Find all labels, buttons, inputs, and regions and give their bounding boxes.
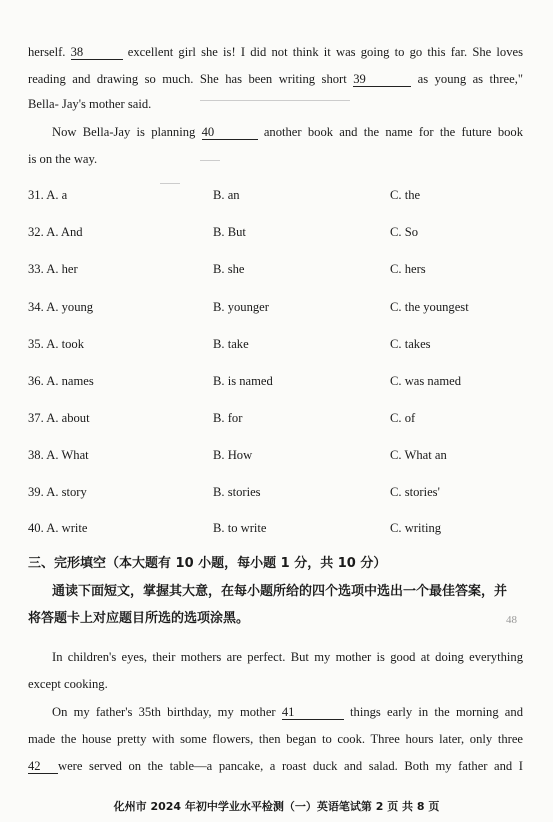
blank-40: 40: [202, 126, 258, 140]
bleed-through-mark: [160, 183, 180, 184]
option-c[interactable]: C. writing: [390, 521, 442, 535]
passage2-line-3: On my father's 35th birthday, my mother 41 things early in the morning and: [52, 705, 523, 719]
passage2-line-4: made the house pretty with some flowers, then began to cook. Three hours later, only three: [28, 732, 523, 746]
passage-line-3: Bella- Jay's mother said.: [28, 97, 152, 111]
option-c[interactable]: C. of: [390, 411, 416, 425]
option-b[interactable]: B. for: [213, 411, 243, 425]
option-b[interactable]: B. But: [213, 225, 246, 239]
option-c[interactable]: C. So: [390, 225, 418, 239]
passage2-line-2: except cooking.: [28, 677, 108, 691]
section-title: 三、完形填空（本大题有 10 小题，每小题 1 分，共 10 分）: [28, 556, 387, 571]
option-b[interactable]: B. How: [213, 448, 253, 462]
option-a[interactable]: 39. A. story: [28, 485, 87, 499]
passage-line-1: herself. 38 excellent girl she is! I did not think it was going to go this far. She loves: [28, 45, 523, 59]
instructions-line-1: 通读下面短文，掌握其大意，在每小题所给的四个选项中选出一个最佳答案，并: [52, 584, 508, 599]
page-footer: 化州市 2024 年初中学业水平检测（一）英语笔试第 2 页 共 8 页: [113, 800, 440, 813]
option-c[interactable]: C. the youngest: [390, 300, 469, 314]
option-a[interactable]: 40. A. write: [28, 521, 88, 535]
blank-39: 39: [353, 73, 411, 87]
option-b[interactable]: B. she: [213, 262, 245, 276]
option-b[interactable]: B. younger: [213, 300, 269, 314]
option-b[interactable]: B. an: [213, 188, 240, 202]
option-b[interactable]: B. is named: [213, 374, 273, 388]
passage-line-2: reading and drawing so much. She has been writing short 39 as young as three,": [28, 72, 523, 86]
option-c[interactable]: C. What an: [390, 448, 447, 462]
blank-42: 42: [28, 760, 58, 774]
instructions-line-2: 将答题卡上对应题目所选的选项涂黑。: [28, 611, 250, 626]
option-c[interactable]: C. was named: [390, 374, 461, 388]
bleed-through-mark: [200, 100, 350, 101]
option-row: [28, 448, 533, 466]
option-row: [28, 485, 533, 503]
bleed-through-mark: [200, 160, 220, 161]
passage2-line-5: 42 were served on the table—a pancake, a roast duck and salad. Both my father and I: [28, 759, 523, 773]
option-row: [28, 411, 533, 429]
option-row: [28, 300, 533, 318]
option-a[interactable]: 32. A. And: [28, 225, 83, 239]
side-mark: 48: [506, 614, 517, 626]
blank-41: 41: [282, 706, 344, 720]
passage-line-4: Now Bella-Jay is planning 40 another book and the name for the future book: [52, 125, 523, 139]
option-a[interactable]: 31. A. a: [28, 188, 68, 202]
option-a[interactable]: 38. A. What: [28, 448, 89, 462]
option-c[interactable]: C. stories': [390, 485, 440, 499]
option-b[interactable]: B. to write: [213, 521, 267, 535]
passage-line-5: is on the way.: [28, 152, 98, 166]
option-b[interactable]: B. stories: [213, 485, 261, 499]
option-a[interactable]: 36. A. names: [28, 374, 94, 388]
option-c[interactable]: C. hers: [390, 262, 426, 276]
option-b[interactable]: B. take: [213, 337, 249, 351]
option-c[interactable]: C. takes: [390, 337, 431, 351]
option-row: [28, 225, 533, 243]
option-row: [28, 188, 533, 206]
option-row: [28, 262, 533, 280]
option-row: [28, 337, 533, 355]
option-a[interactable]: 37. A. about: [28, 411, 90, 425]
option-c[interactable]: C. the: [390, 188, 421, 202]
option-row: [28, 374, 533, 392]
passage2-line-1: In children's eyes, their mothers are perfect. But my mother is good at doing everything: [52, 650, 523, 664]
blank-38: 38: [71, 46, 123, 60]
option-a[interactable]: 33. A. her: [28, 262, 78, 276]
option-a[interactable]: 34. A. young: [28, 300, 94, 314]
option-a[interactable]: 35. A. took: [28, 337, 84, 351]
option-row: [28, 521, 533, 539]
